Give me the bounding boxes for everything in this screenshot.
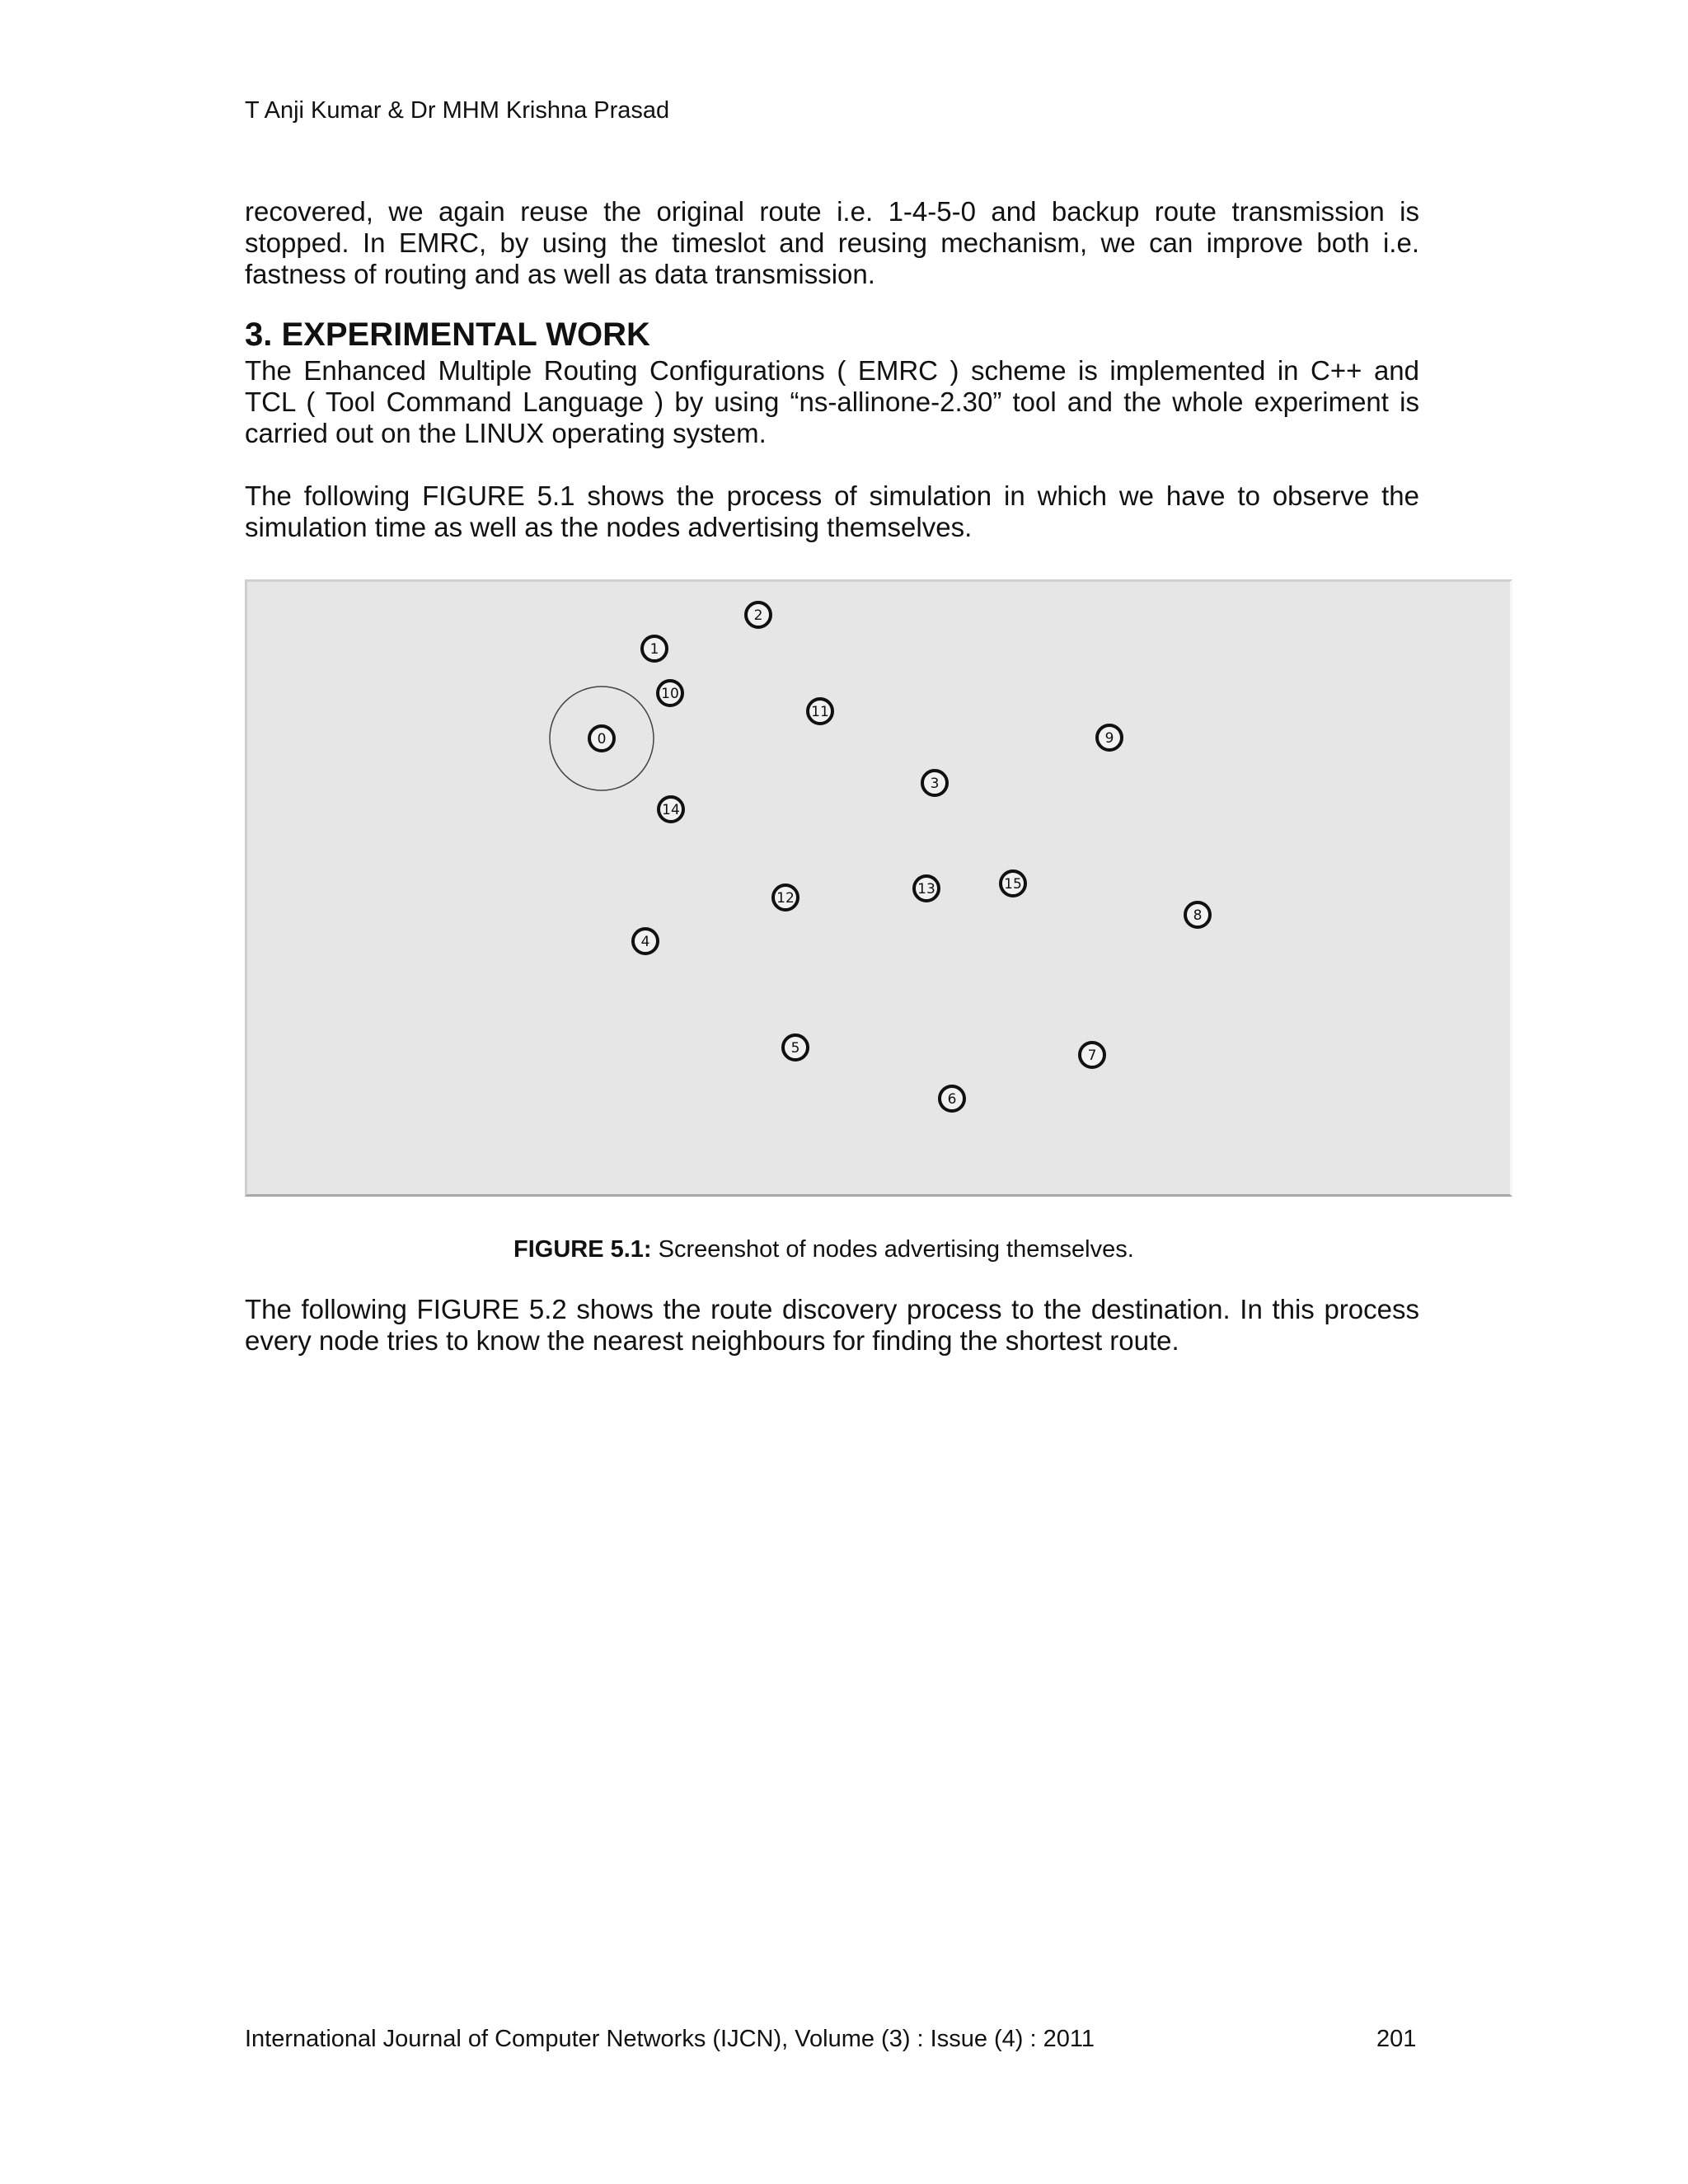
paragraph-route-discovery: The following FIGURE 5.2 shows the route discovery process to the destination. In this process every node tries to know the nearest neighbours for finding the shortest route. bbox=[245, 1294, 1419, 1356]
node-label: 1 bbox=[649, 641, 659, 658]
node-label: 10 bbox=[661, 686, 679, 702]
section-title: 3. EXPERIMENTAL WORK bbox=[245, 316, 650, 353]
node-label: 15 bbox=[1004, 876, 1022, 893]
network-node-9 bbox=[1097, 725, 1122, 750]
network-node-1 bbox=[642, 636, 667, 661]
node-label: 7 bbox=[1087, 1047, 1097, 1064]
running-header: T Anji Kumar & Dr MHM Krishna Prasad bbox=[245, 97, 670, 124]
figure-caption bbox=[513, 1236, 1134, 1263]
node-label: 9 bbox=[1104, 730, 1114, 747]
simulation-figure bbox=[245, 579, 1512, 1197]
node-label: 13 bbox=[917, 881, 935, 898]
footer-journal: International Journal of Computer Networks (IJCN), Volume (3) : Issue (4) : 2011 bbox=[245, 2026, 1095, 2052]
node-label: 5 bbox=[790, 1040, 800, 1057]
network-node-4 bbox=[633, 929, 658, 954]
network-node-15 bbox=[1001, 871, 1025, 896]
network-node-8 bbox=[1185, 902, 1210, 927]
network-node-11 bbox=[808, 699, 832, 724]
network-node-12 bbox=[773, 885, 798, 910]
node-label: 3 bbox=[930, 776, 940, 792]
network-node-7 bbox=[1080, 1043, 1104, 1067]
network-node-5 bbox=[783, 1035, 808, 1060]
node-label: 8 bbox=[1193, 907, 1203, 924]
network-node-10 bbox=[658, 681, 682, 705]
figure-caption-label: FIGURE 5.1: bbox=[513, 1236, 652, 1263]
node-label: 4 bbox=[640, 934, 650, 950]
network-node-14 bbox=[659, 797, 683, 822]
node-label: 2 bbox=[753, 607, 763, 624]
node-label: 0 bbox=[597, 731, 607, 748]
figure-caption-text: Screenshot of nodes advertising themselves. bbox=[651, 1236, 1134, 1263]
network-node-canvas bbox=[247, 582, 1510, 1194]
footer-page-number: 201 bbox=[1376, 2026, 1417, 2052]
paragraph-implementation: The Enhanced Multiple Routing Configurations ( EMRC ) scheme is implemented in C++ and TCL ( Tool Command Language ) by using “ns-allinone-2.30” tool and the whole experiment is carried out on the LINUX operating system. bbox=[245, 355, 1419, 448]
paragraph-figure-intro: The following FIGURE 5.1 shows the process of simulation in which we have to observe the simulation time as well as the nodes advertising themselves. bbox=[245, 480, 1419, 542]
network-node-0 bbox=[589, 726, 614, 751]
network-node-13 bbox=[914, 876, 939, 901]
network-node-3 bbox=[922, 771, 947, 795]
node-label: 11 bbox=[811, 704, 829, 720]
paragraph-recovery: recovered, we again reuse the original route i.e. 1-4-5-0 and backup route transmission is stopped. In EMRC, by using the timeslot and reusing mechanism, we can improve both i.e. fastness of routing and as well as data transmission. bbox=[245, 196, 1419, 289]
network-node-2 bbox=[746, 602, 771, 627]
node-label: 12 bbox=[776, 890, 795, 907]
node-label: 6 bbox=[947, 1091, 957, 1108]
network-node-6 bbox=[940, 1086, 964, 1111]
node-label: 14 bbox=[662, 802, 680, 818]
